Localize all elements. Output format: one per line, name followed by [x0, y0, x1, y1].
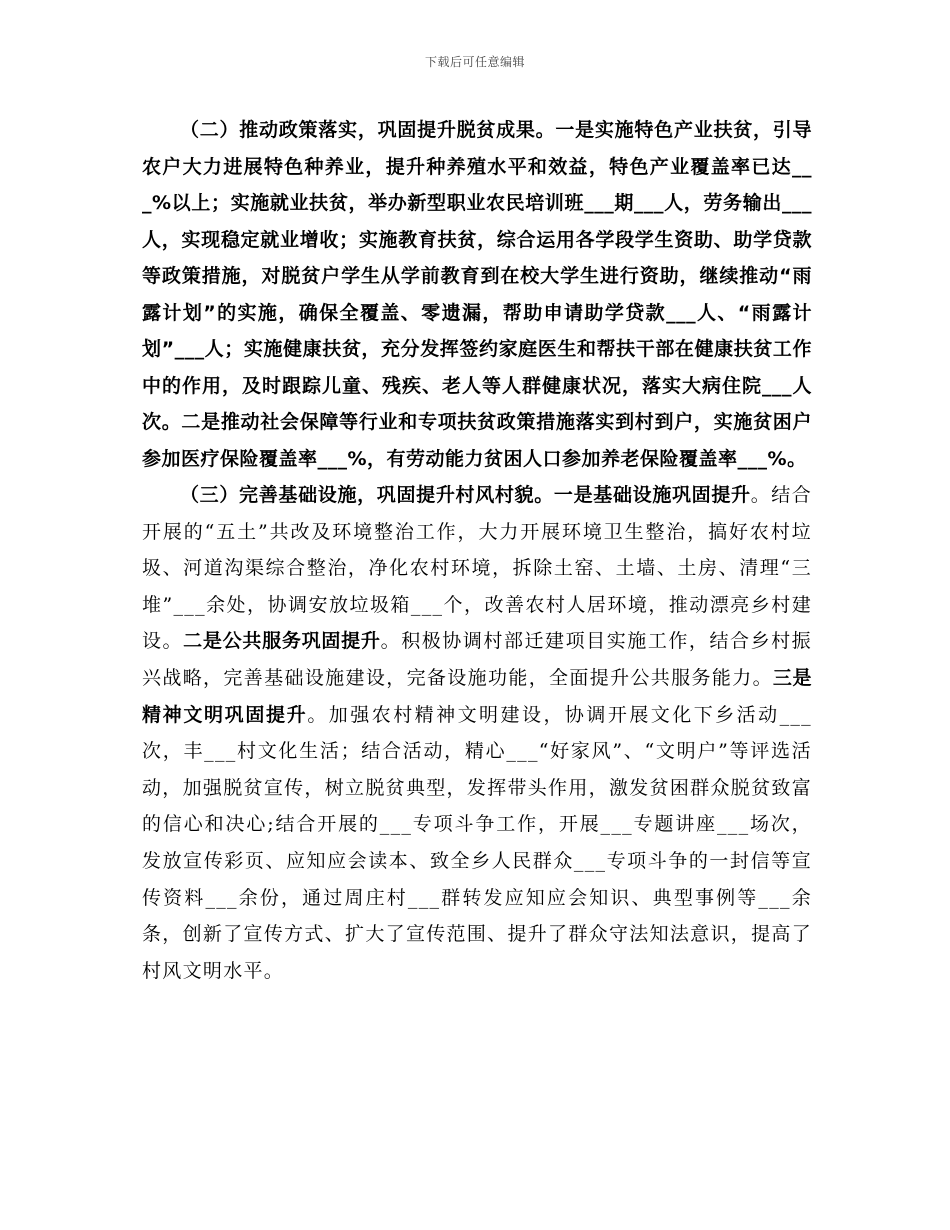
section-3-sub-2-title: 二是公共服务巩固提升 — [183, 630, 381, 653]
section-3-heading: （三）完善基础设施，巩固提升村风村貌。一是基础设施巩固提升 — [180, 484, 751, 506]
section-2-paragraph: （二）推动政策落实，巩固提升脱贫成果。一是实施特色产业扶贫，引导农户大力进展特色种养业，提升种养殖水平和效益，特色产业覆盖率已达___%以上；实施就业扶贫，举办新型职业农民培训班___期___人，劳务输出___人，实现稳定就业增收；实施教育扶贫，综合运用各学段学生资助、助学贷款等政策措施，对脱贫户学生从学前教育到在校大学生进行资助，继续推动“雨露计划”的实施，确保全覆盖、零遗漏，帮助申请助学贷款___人、“雨露计划”___人；实施健康扶贫，充分发挥签约家庭医生和帮扶干部在健康扶贫工作中的作用，及时跟踪儿童、残疾、老人等人群健康状况，落实大病住院___人次。二是推动社会保障等行业和专项扶贫政策措施落实到村到户，实施贫困户参加医疗保险覆盖率___%，有劳动能力贫困人口参加养老保险覆盖率___%。 — [142, 119, 812, 470]
section-3-part-1: 。结合开展的“五土”共改及环境整治工作，大力开展环境卫生整治，搞好农村垃圾、河道沟渠综合整治，净化农村环境，拆除土窑、土墙、土房、清理“三堆”___余处，协调安放垃圾箱___个，改善农村人居环境，推动漂亮乡村建设。 — [142, 484, 812, 653]
page-header: 下载后可任意编辑 — [424, 55, 525, 69]
section-3-part-2: 。积极协调村部迁建项目实施工作，结合乡村振兴战略，完善基础设施建设，完备设施功能，全面提升公共服务能力。 — [142, 630, 812, 689]
section-3-paragraph — [142, 477, 812, 989]
document-body — [142, 112, 812, 989]
section-3-part-3: 。加强农村精神文明建设，协调开展文化下乡活动___次，丰___村文化生活；结合活动，精心___“好家风”、“文明户”等评选活动，加强脱贫宣传，树立脱贫典型，发挥带头作用，激发贫困群众脱贫致富的信心和决心;结合开展的___专项斗争工作，开展___专题讲座___场次，发放宣传彩页、应知应会读本、致全乡人民群众___专项斗争的一封信等宣传资料___余份，通过周庄村___群转发应知应会知识、典型事例等___余条，创新了宣传方式、扩大了宣传范围、提升了群众守法知法意识，提高了村风文明水平。 — [142, 703, 812, 982]
section-3-sub-3-title: 三是精神文明巩固提升 — [142, 666, 812, 726]
